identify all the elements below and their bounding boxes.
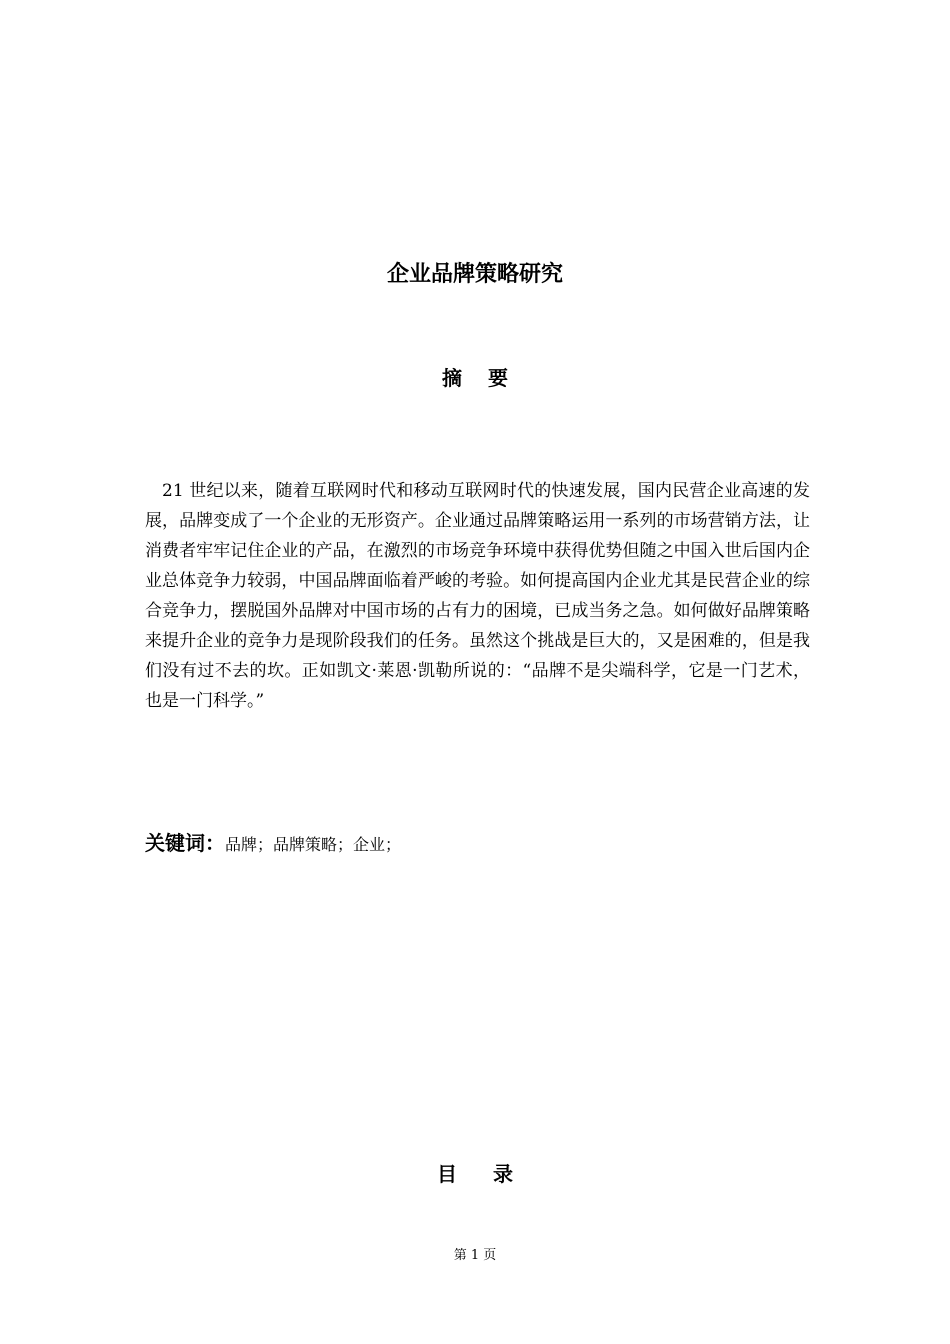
toc-heading-char-2: 录 [493, 1162, 513, 1186]
keywords-text: 品牌；品牌策略；企业； [225, 835, 402, 854]
keywords-label: 关键词： [145, 831, 225, 855]
toc-heading-char-1: 目 [437, 1162, 457, 1186]
document-title: 企业品牌策略研究 [386, 262, 563, 287]
toc-heading [0, 1158, 950, 1190]
abstract-heading-char-2: 要 [488, 366, 508, 390]
page-number-footer: 第 1 页 [453, 1248, 497, 1263]
abstract-heading [0, 362, 950, 394]
abstract-heading-char-1: 摘 [442, 366, 462, 390]
keywords-line [145, 828, 810, 860]
abstract-paragraph: 21 世纪以来，随着互联网时代和移动互联网时代的快速发展，国内民营企业高速的发展，品牌变成了一个企业的无形资产。企业通过品牌策略运用一系列的市场营销方法，让消费者牢牢记住企业的产品，在激烈的市场竞争环境中获得优势但随之中国入世后国内企业总体竞争力较弱，中国品牌面临着严峻的考验。如何提高国内企业尤其是民营企业的综合竞争力，摆脱国外品牌对中国市场的占有力的困境，已成当务之急。如何做好品牌策略来提升企业的竞争力是现阶段我们的任务。虽然这个挑战是巨大的，又是困难的，但是我们没有过不去的坎。正如凯文·莱恩·凯勒所说的：“品牌不是尖端科学，它是一门艺术，也是一门科学。” [145, 481, 810, 711]
